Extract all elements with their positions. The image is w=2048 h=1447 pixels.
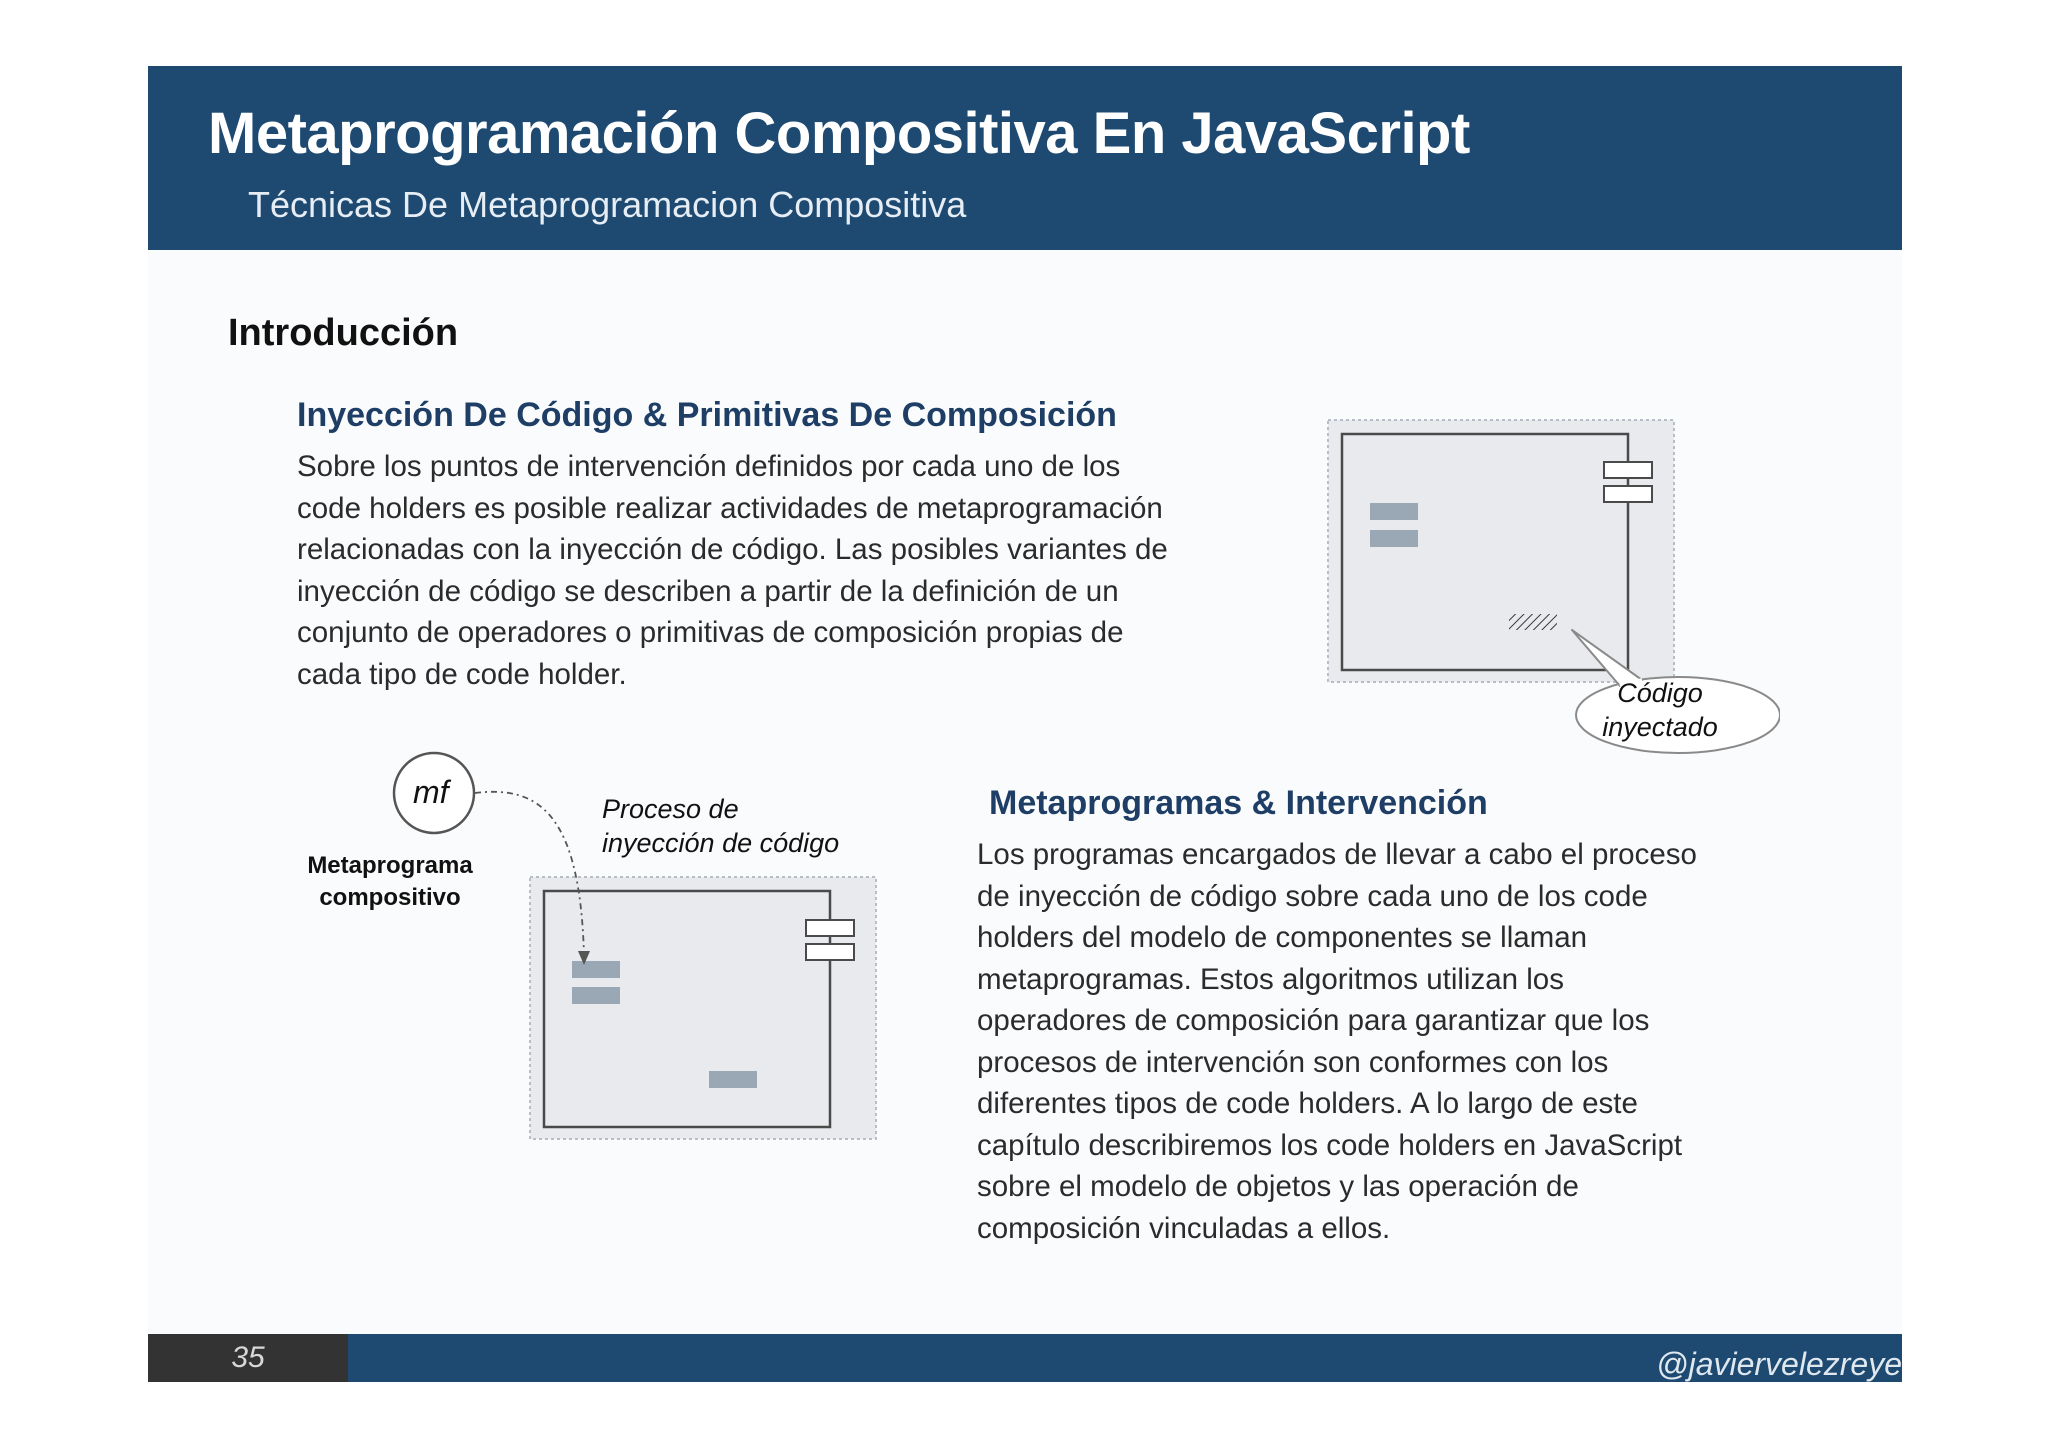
code-block [709, 1071, 757, 1088]
code-block [1370, 530, 1418, 547]
metaprogram-caption [280, 850, 500, 914]
code-block [572, 987, 620, 1004]
code-block [1370, 503, 1418, 520]
process-line: inyección de código [602, 828, 840, 858]
block2-line: Los programas encargados de llevar a cabo el proceso [977, 838, 1697, 871]
block2-line: capítulo describiremos los code holders en JavaScript [977, 1128, 1683, 1162]
header-banner [148, 66, 1902, 250]
port-rect [806, 920, 854, 936]
block1-line: Sobre los puntos de intervención definidos por cada uno de los [297, 450, 1121, 483]
block2-line: sobre el modelo de objetos y las operación de [977, 1170, 1579, 1203]
block1-line: inyección de código se describen a partir de la definición de un [297, 574, 1119, 608]
block1-paragraph [297, 446, 1217, 695]
caption-line: Metaprograma [307, 852, 473, 879]
block2-line: diferentes tipos de code holders. A lo largo de este [977, 1087, 1638, 1120]
block2-line: operadores de composición para garantizar que los [977, 1004, 1650, 1037]
injected-code-block [1509, 614, 1557, 630]
block2-line: de inyección de código sobre cada uno de los code [977, 879, 1648, 913]
process-line: Proceso de [602, 794, 739, 824]
page-subtitle: Técnicas De Metaprogramacion Compositiva [248, 184, 967, 225]
block1-line: conjunto de operadores o primitivas de composición propias de [297, 616, 1124, 649]
callout-text [1580, 676, 1740, 744]
block2-line: holders del modelo de componentes se llaman [977, 921, 1588, 954]
block1-line: code holders es posible realizar actividades de metaprogramación [297, 491, 1163, 525]
callout-line: inyectado [1602, 712, 1718, 742]
port-rect [1604, 462, 1652, 478]
block1-line: cada tipo de code holder. [297, 657, 627, 691]
section-heading: Introducción [228, 312, 459, 354]
port-rect [1604, 486, 1652, 502]
process-label [602, 792, 839, 860]
footer-bar [148, 1334, 1902, 1382]
page-number: 35 [148, 1334, 348, 1382]
callout-line: Código [1617, 678, 1703, 708]
block1-line: relacionadas con la inyección de código. Las posibles variantes de [297, 533, 1168, 566]
code-holder-box [544, 891, 830, 1127]
block2-line: procesos de intervención son conformes con los [977, 1045, 1609, 1079]
block1-heading: Inyección De Código & Primitivas De Composición [297, 396, 1117, 434]
page-title: Metaprogramación Compositiva En JavaScript [208, 101, 1470, 166]
author-handle: @javiervelezreye [1656, 1346, 1902, 1382]
code-block [572, 961, 620, 978]
block2-line: composición vinculadas a ellos. [977, 1211, 1391, 1245]
metaprogram-circle-label: mf [413, 774, 449, 810]
block2-paragraph [977, 834, 1729, 1249]
caption-line: compositivo [319, 884, 461, 911]
block2-line: metaprogramas. Estos algoritmos utilizan los [977, 962, 1564, 996]
port-rect [806, 944, 854, 960]
block2-heading: Metaprogramas & Intervención [989, 784, 1488, 822]
code-holder-box [1342, 434, 1628, 670]
